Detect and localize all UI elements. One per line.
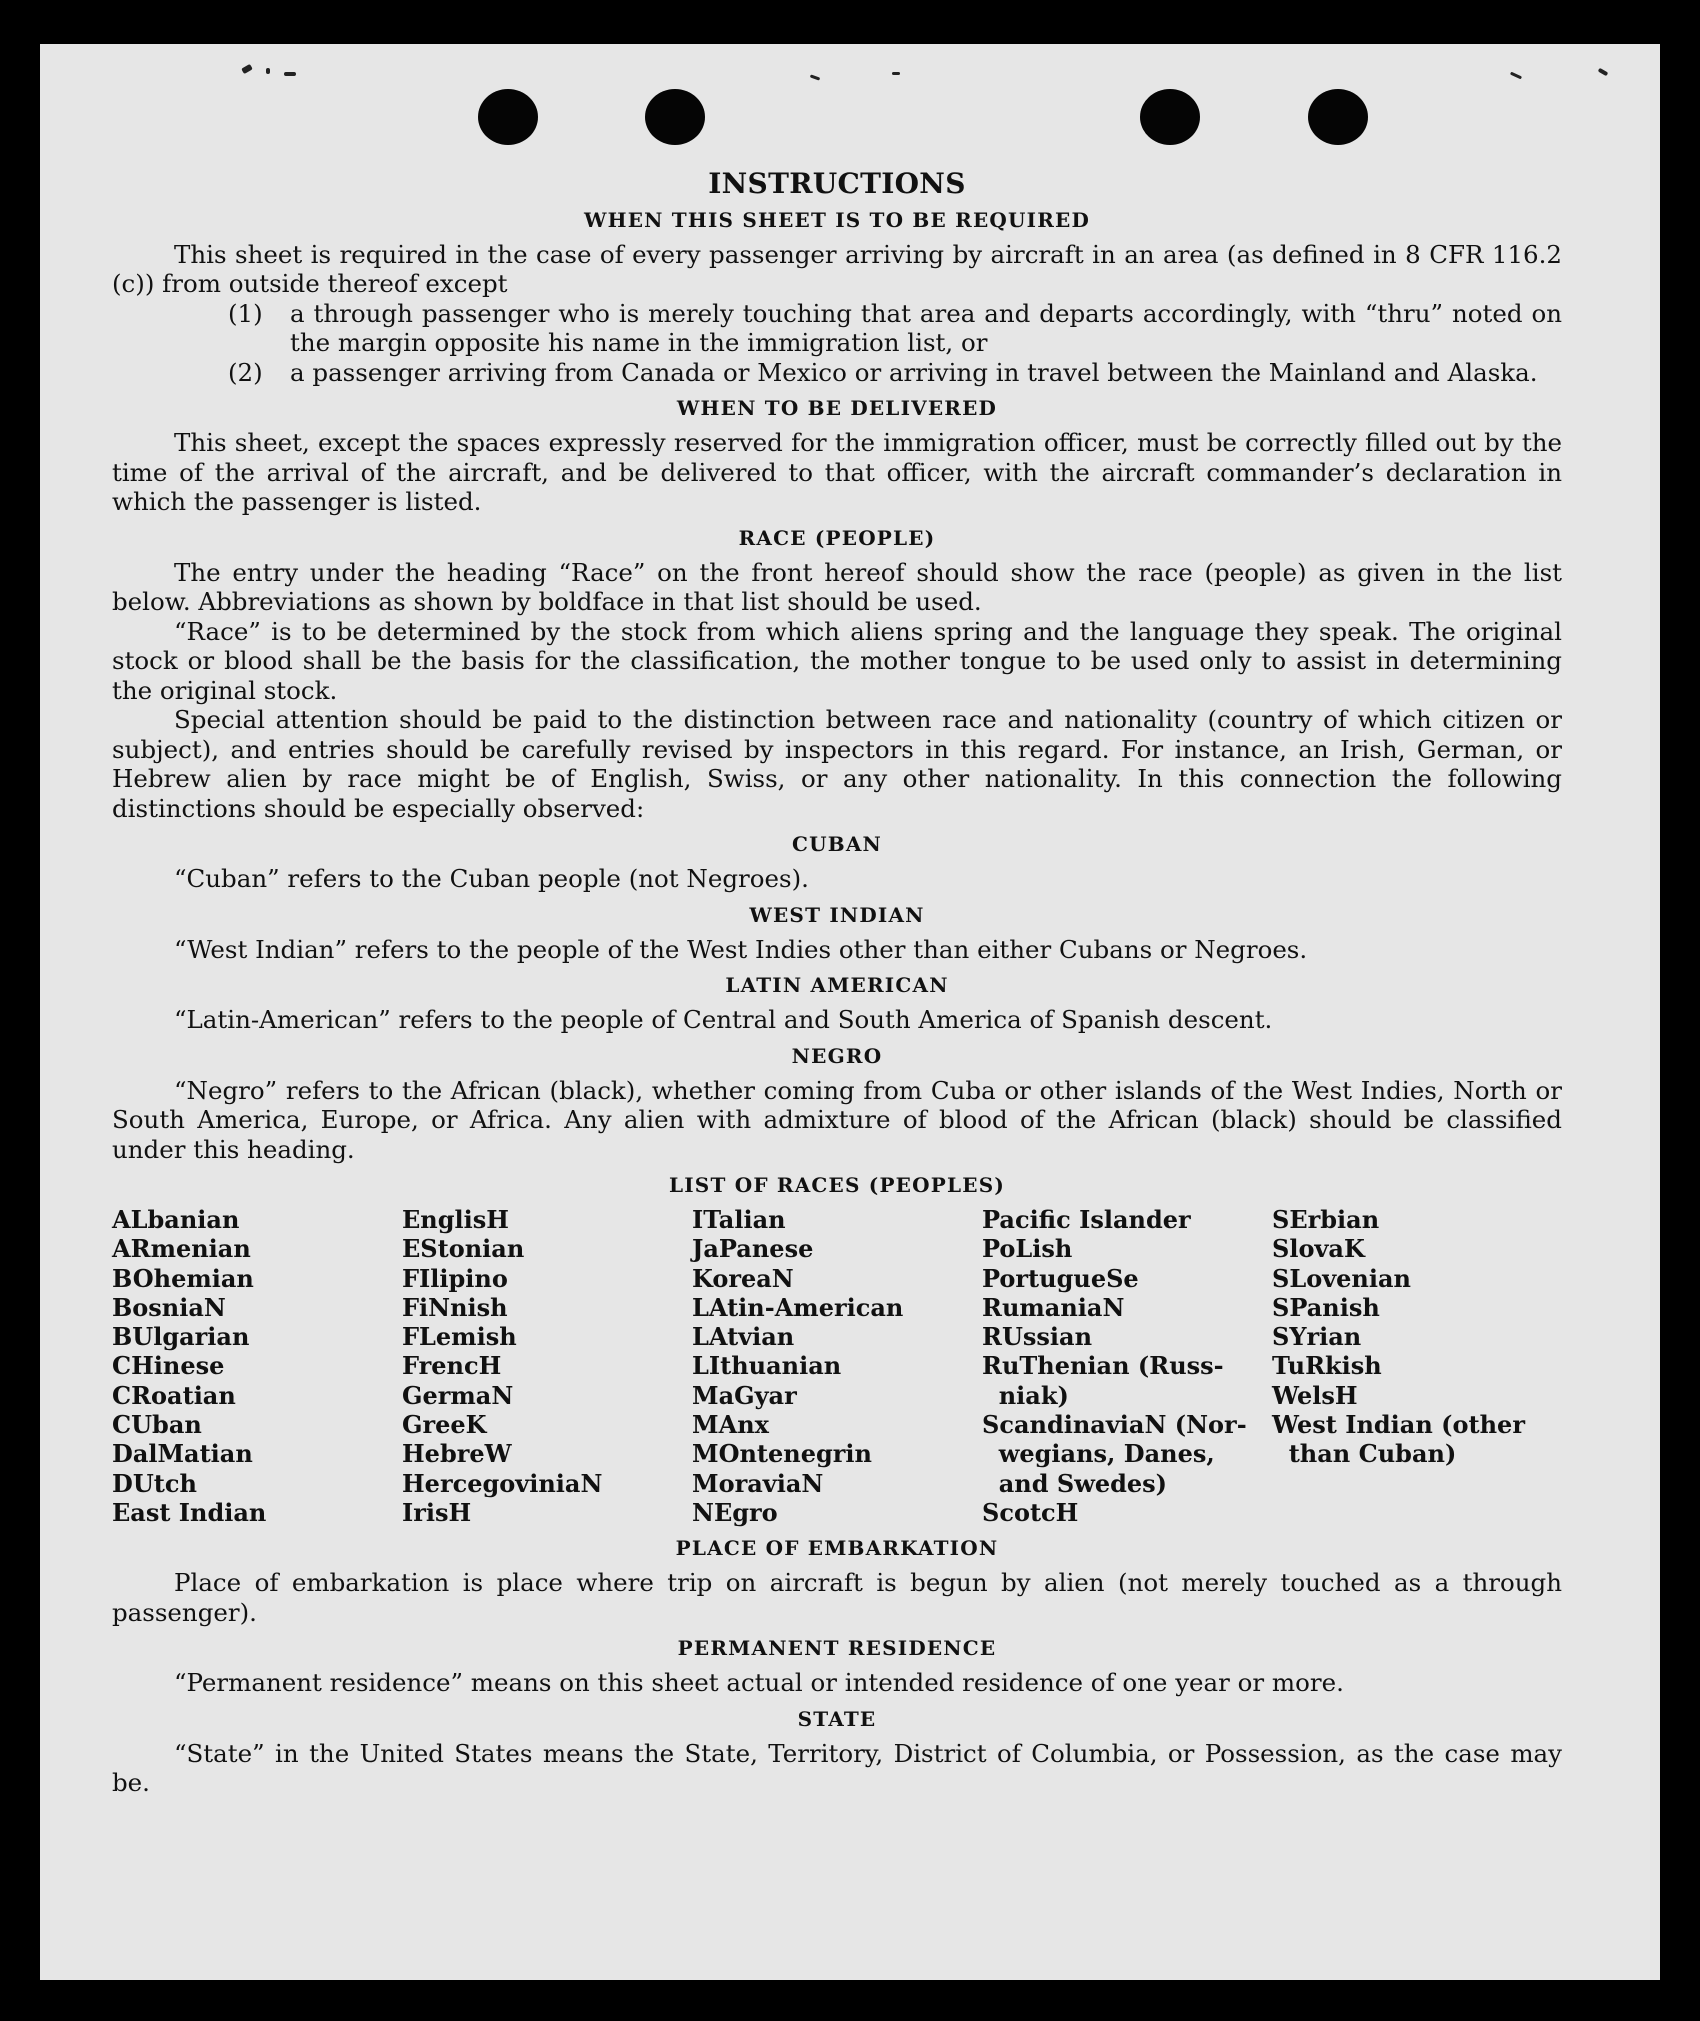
race-entry: MAnx (692, 1410, 769, 1440)
race-entry: MaGyar (692, 1380, 797, 1410)
heading-when-required: WHEN THIS SHEET IS TO BE REQUIRED (583, 207, 1091, 232)
scan-mark (241, 64, 253, 74)
race-paragraph-1: The entry under the heading “Race” on the front hereof should show the race (people) as given in the list below. Abbreviations as shown by boldface in that list should be used. (112, 557, 1562, 616)
race-entry: niak) (982, 1380, 1069, 1410)
race-entry: PoLish (982, 1234, 1073, 1264)
race-entry: CHinese (112, 1351, 225, 1381)
race-entry: CRoatian (112, 1380, 236, 1410)
race-entry: SLovenian (1272, 1263, 1411, 1293)
race-paragraph-2: “Race” is to be determined by the stock from which aliens spring and the language they speak. The original stock or blood shall be the basis for the classification, the mother tongue to be used only to assist in determining the original stock. (112, 616, 1562, 705)
race-entry: BUlgarian (112, 1322, 250, 1352)
race-entry: LIthuanian (692, 1351, 842, 1381)
race-column (692, 1205, 982, 1527)
heading-negro: NEGRO (791, 1043, 883, 1068)
exception-item-2-text: a passenger arriving from Canada or Mexico or arriving in travel between the Mainland and Alaska. (290, 357, 1538, 387)
race-entry: LAtvian (692, 1322, 795, 1352)
exception-item-2 (228, 358, 1562, 388)
punch-hole (478, 89, 538, 145)
heading-latin-american: LATIN AMERICAN (725, 973, 949, 997)
race-column (1272, 1205, 1562, 1527)
document-page (40, 44, 1660, 1980)
scan-mark (892, 72, 900, 75)
west-indian-text: “West Indian” refers to the people of the West Indies other than either Cubans or Negroes. (174, 934, 1308, 964)
race-entry: ScandinaviaN (Nor- (982, 1410, 1247, 1440)
negro-text: “Negro” refers to the African (black), whether coming from Cuba or other islands of the West Indies, North or South America, Europe, or Africa. Any alien with admixture of blood of the African (black) should be classified under this heading. (112, 1075, 1562, 1164)
cuban-text: “Cuban” refers to the Cuban people (not Negroes). (174, 864, 809, 893)
race-entry: DUtch (112, 1468, 197, 1498)
race-entry: ITalian (692, 1205, 786, 1234)
race-entry: WelsH (1272, 1380, 1358, 1410)
race-entry: RuThenian (Russ- (982, 1351, 1224, 1381)
race-entry: FIlipino (402, 1263, 508, 1293)
state-text: “State” in the United States means the State, Territory, District of Columbia, or Possession, as the case may be. (112, 1738, 1562, 1798)
race-entry: RumaniaN (982, 1292, 1125, 1322)
race-column (402, 1205, 692, 1527)
race-column (982, 1205, 1272, 1527)
race-entry: than Cuban) (1272, 1439, 1457, 1469)
punch-hole (1308, 89, 1368, 145)
embarkation-text: Place of embarkation is place where trip on aircraft is begun by alien (not merely touched as a through passenger). (112, 1568, 1562, 1627)
race-entry: DalMatian (112, 1439, 253, 1469)
latin-american-text: “Latin-American” refers to the people of Central and South America of Spanish descent. (174, 1005, 1273, 1034)
heading-race: RACE (PEOPLE) (738, 525, 936, 550)
when-required-text: This sheet is required in the case of every passenger arriving by aircraft in an area (as defined in 8 CFR 116.2 (c)) from outside thereof except (112, 239, 1562, 298)
race-entry: EStonian (402, 1234, 525, 1264)
race-entry: FrencH (402, 1351, 502, 1381)
race-entry: KoreaN (692, 1263, 794, 1293)
exception-item-1-text: a through passenger who is merely touching that area and departs accordingly, with “thru” noted on the margin opposite his name in the immigration list, or (290, 298, 1562, 357)
race-entry: RUssian (982, 1322, 1093, 1352)
race-entry: IrisH (402, 1497, 472, 1527)
residence-text: “Permanent residence” means on this sheet actual or intended residence of one year or more. (174, 1668, 1344, 1698)
when-delivered-text: This sheet, except the spaces expressly reserved for the immigration officer, must be correctly filled out by the time of the arrival of the aircraft, and be delivered to that officer, with the aircraft commander’s declaration in which the passenger is listed. (112, 428, 1562, 516)
race-entry: LAtin-American (692, 1292, 904, 1322)
heading-list-of-races: LIST OF RACES (PEOPLES) (668, 1173, 1006, 1197)
scan-mark (1510, 72, 1522, 80)
race-entry: ScotcH (982, 1497, 1079, 1527)
race-entry: BosniaN (112, 1292, 226, 1322)
race-entry: TuRkish (1272, 1351, 1382, 1381)
race-entry: Pacific Islander (982, 1205, 1191, 1234)
exception-item-1 (228, 299, 1562, 358)
race-entry: SErbian (1272, 1205, 1380, 1234)
race-entry: MoraviaN (692, 1468, 824, 1498)
heading-cuban: CUBAN (791, 832, 883, 856)
scan-mark (810, 74, 820, 80)
heading-residence: PERMANENT RESIDENCE (677, 1636, 997, 1661)
race-entry: SYrian (1272, 1322, 1362, 1352)
punch-hole (645, 89, 705, 145)
race-entry: SPanish (1272, 1292, 1380, 1322)
race-entry: BOhemian (112, 1263, 254, 1293)
race-entry: SlovaK (1272, 1234, 1365, 1264)
heading-west-indian: WEST INDIAN (749, 902, 925, 927)
scan-mark (266, 68, 270, 74)
race-list (112, 1205, 1562, 1527)
exception-item-2-number: (2) (228, 357, 263, 387)
race-entry: HercegoviniaN (402, 1468, 603, 1498)
heading-embarkation: PLACE OF EMBARKATION (675, 1536, 999, 1561)
scan-mark (1598, 68, 1609, 76)
race-entry: and Swedes) (982, 1468, 1168, 1498)
heading-state: STATE (797, 1706, 877, 1731)
race-entry: East Indian (112, 1497, 267, 1527)
race-entry: West Indian (other (1272, 1410, 1525, 1440)
race-entry: CUban (112, 1410, 202, 1440)
race-entry: FiNnish (402, 1292, 508, 1322)
heading-when-delivered: WHEN TO BE DELIVERED (676, 396, 998, 420)
race-entry: EnglisH (402, 1205, 509, 1234)
race-entry: ARmenian (112, 1234, 251, 1264)
race-entry: GermaN (402, 1380, 514, 1410)
race-column (112, 1205, 402, 1527)
page-title: INSTRUCTIONS (708, 167, 966, 200)
race-entry: NEgro (692, 1497, 778, 1527)
race-entry: JaPanese (692, 1234, 814, 1264)
race-entry: wegians, Danes, (982, 1439, 1215, 1469)
race-entry: PortugueSe (982, 1263, 1139, 1293)
race-paragraph-3: Special attention should be paid to the distinction between race and nationality (country of which citizen or subject), and entries should be carefully revised by inspectors in this regard. For instance, an Irish, German, or Hebrew alien by race might be of English, Swiss, or any other nationality. In this connection the following distinctions should be especially observed: (112, 705, 1562, 823)
instructions-content (112, 169, 1562, 1798)
race-entry: GreeK (402, 1410, 487, 1440)
punch-hole (1140, 89, 1200, 145)
race-entry: MOntenegrin (692, 1439, 872, 1469)
race-entry: FLemish (402, 1322, 517, 1352)
race-entry: ALbanian (112, 1205, 240, 1234)
race-entry: HebreW (402, 1439, 512, 1469)
exception-item-1-number: (1) (228, 298, 263, 328)
scan-mark (284, 72, 296, 76)
